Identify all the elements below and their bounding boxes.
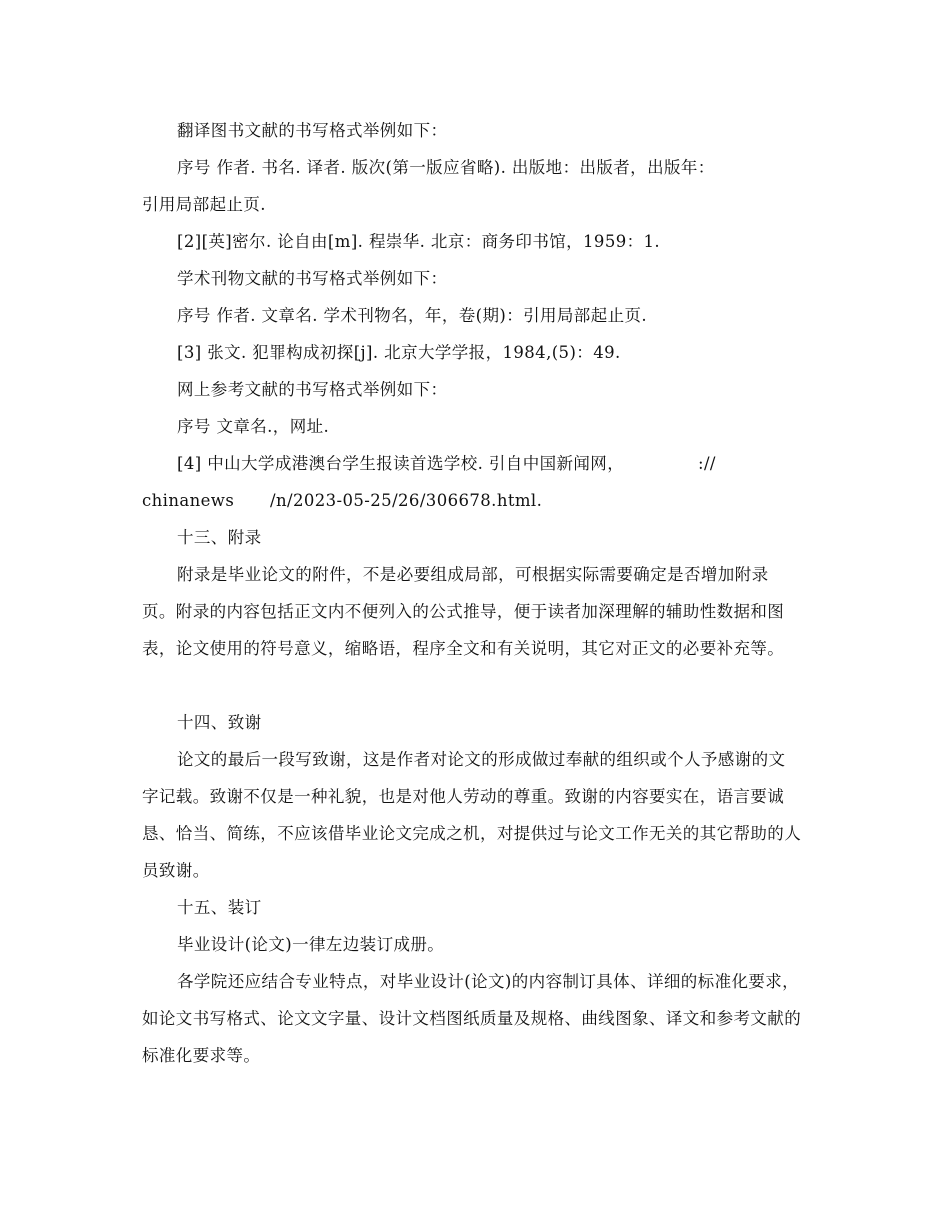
section-15-heading: 十五、装订 (177, 898, 262, 917)
reference-example-4-text: [4] 中山大学成港澳台学生报读首选学校. 引自中国新闻网， (177, 454, 625, 473)
translated-book-format-intro: 翻译图书文献的书写格式举例如下： (177, 121, 448, 140)
section-14-heading: 十四、致谢 (177, 713, 262, 732)
web-format-line: 序号 文章名.，网址. (177, 417, 330, 436)
web-format-intro: 网上参考文献的书写格式举例如下： (177, 380, 448, 399)
reference-example-4-url-host: chinanews (142, 491, 235, 510)
section-14-body: 论文的最后一段写致谢，这是作者对论文的形成做过奉献的组织或个人予感谢的文字记载。致谢不仅是一种礼貌，也是对他人劳动的尊重。致谢的内容要实在，语言要诚恳、恰当、简练，不应该借毕业论文完成之机，对提供过与论文工作无关的其它帮助的人员致谢。 (142, 750, 802, 880)
reference-example-4-url-path: /n/2023-05-25/26/306678.html. (270, 491, 543, 510)
translated-book-format-line1: 序号 作者. 书名. 译者. 版次(第一版应省略). 出版地：出版者，出版年： (177, 158, 715, 177)
journal-format-intro: 学术刊物文献的书写格式举例如下： (177, 269, 448, 288)
reference-example-4-line1 (177, 445, 737, 482)
section-13-body: 附录是毕业论文的附件，不是必要组成局部，可根据实际需要确定是否增加附录页。附录的内容包括正文内不便列入的公式推导，便于读者加深理解的辅助性数据和图表，论文使用的符号意义，缩略语，程序全文和有关说明，其它对正文的必要补充等。 (142, 565, 785, 658)
section-15-binding-note: 毕业设计(论文)一律左边装订成册。 (177, 935, 445, 954)
section-13-heading: 十三、附录 (177, 528, 262, 547)
translated-book-format-line2: 引用局部起止页. (142, 195, 266, 214)
reference-example-3: [3] 张文. 犯罪构成初探[j]. 北京大学学报，1984,(5)：49. (177, 343, 621, 362)
reference-example-4-url-scheme: :// (698, 454, 716, 473)
section-15-standards-body: 各学院还应结合专业特点，对毕业设计(论文)的内容制订具体、详细的标准化要求，如论文书写格式、论文文字量、设计文档图纸质量及规格、曲线图象、译文和参考文献的标准化要求等。 (142, 972, 802, 1065)
reference-example-4-line2 (142, 482, 742, 519)
journal-format-line: 序号 作者. 文章名. 学术刊物名，年，卷(期)：引用局部起止页. (177, 306, 648, 325)
reference-example-2: [2][英]密尔. 论自由[m]. 程崇华. 北京：商务印书馆，1959：1. (177, 232, 661, 251)
